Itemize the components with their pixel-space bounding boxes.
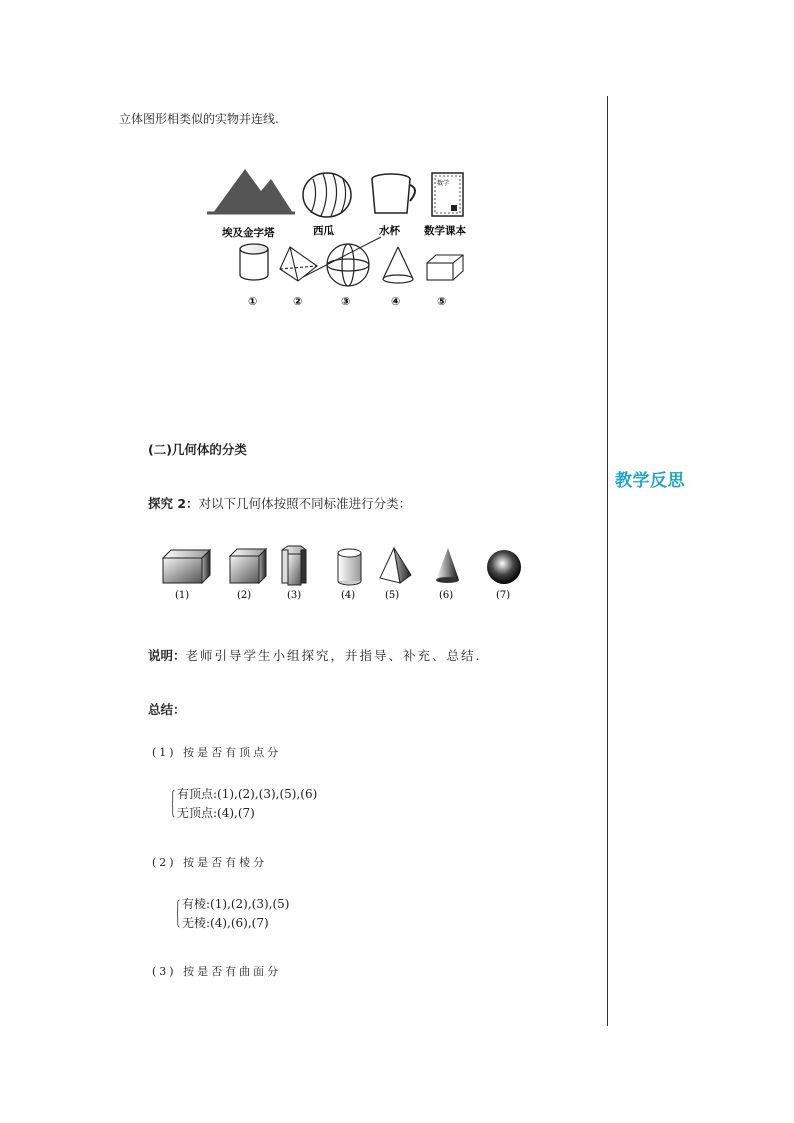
explore-line: [148, 494, 411, 512]
solid-label-3: ③: [341, 295, 351, 308]
criterion-1-line-1: 有顶点:(1),(2),(3),(5),(6): [177, 787, 318, 801]
criterion-1-line-2: 无顶点:(4),(7): [177, 806, 255, 820]
margin-divider: [607, 96, 608, 1026]
criterion-2-title: (2) 按是否有棱分: [152, 856, 268, 869]
pyramid-solid: [280, 247, 317, 281]
sphere-solid: [327, 244, 369, 286]
watermelon-image: [303, 173, 351, 217]
box-solid: [427, 255, 463, 280]
shape-pyramid: [380, 548, 411, 583]
note-line: [148, 646, 482, 664]
pyramid-image: [213, 169, 293, 213]
criterion-2-line-2: 无棱:(4),(6),(7): [182, 916, 269, 930]
shape-hex-prism: [282, 546, 306, 585]
explore-label: 探究 2：: [148, 496, 199, 511]
shape-label-2: (2): [237, 590, 252, 601]
shape-cuboid: [163, 550, 210, 583]
solid-label-2: ②: [293, 295, 303, 308]
shape-label-5: (5): [385, 590, 400, 601]
cone-solid: [383, 247, 413, 283]
note-text: 老师引导学生小组探究，并指导、补充、总结.: [185, 648, 482, 663]
solid-label-1: ①: [248, 295, 258, 308]
shape-sphere: [487, 550, 521, 584]
label-pyramid: 埃及金字塔: [222, 227, 275, 239]
matching-figure: [205, 165, 495, 315]
sidebar-title: 教学反思: [615, 471, 685, 491]
criterion-2-brace: [177, 895, 289, 933]
shape-cone: [436, 548, 459, 583]
criterion-1-title: (1) 按是否有顶点分: [152, 746, 282, 759]
solid-label-5: ⑤: [437, 295, 447, 308]
solid-label-4: ④: [391, 295, 401, 308]
shape-label-3: (3): [287, 590, 302, 601]
shape-cylinder: [338, 549, 361, 585]
criterion-1-brace: [172, 785, 317, 823]
book-cover-text: 数学: [437, 180, 450, 187]
shape-label-7: (7): [496, 590, 511, 601]
shapes-row: [155, 542, 535, 607]
book-image: [432, 173, 463, 216]
shape-label-6: (6): [439, 590, 454, 601]
section-heading: (二)几何体的分类: [148, 442, 247, 457]
label-cup: 水杯: [379, 225, 400, 237]
cylinder-solid: [240, 244, 268, 280]
shape-cube: [230, 549, 266, 583]
criterion-3-title: (3) 按是否有曲面分: [152, 965, 282, 978]
explore-text: 对以下几何体按照不同标准进行分类：: [198, 496, 412, 511]
label-book: 数学课本: [424, 225, 466, 237]
criterion-2-line-1: 有棱:(1),(2),(3),(5): [182, 897, 290, 911]
note-label: 说明：: [148, 648, 186, 663]
label-watermelon: 西瓜: [313, 225, 334, 237]
shape-label-1: (1): [175, 590, 190, 601]
summary-label: 总结：: [148, 702, 186, 717]
shape-label-4: (4): [341, 590, 356, 601]
intro-text: 立体图形相类似的实物并连线.: [119, 112, 279, 126]
cup-image: [372, 174, 415, 213]
